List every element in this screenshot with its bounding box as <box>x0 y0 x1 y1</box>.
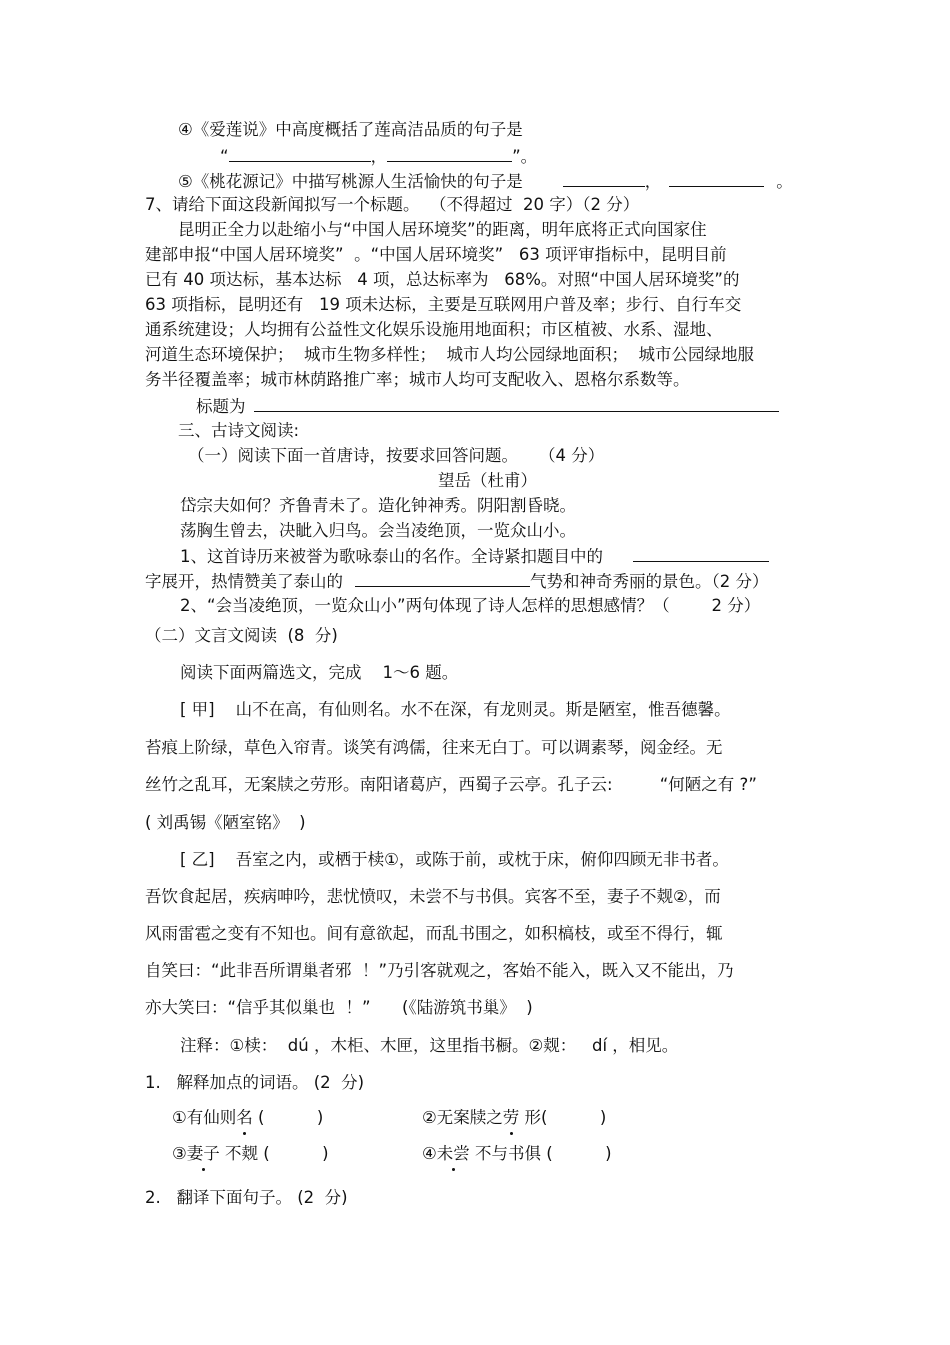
dotted-word: 妻子 <box>187 1142 220 1166</box>
question-1-item: ①有仙则名 ( ) <box>172 1106 323 1130</box>
q7-news-line: 务半径覆盖率；城市林荫路推广率；城市人均可支配收入、恩格尔系数等。 <box>145 370 690 389</box>
q6-item5: ⑤《桃花源记》中描写桃源人生活愉快的句子是 ， 。 <box>178 169 793 194</box>
title-answer-blank[interactable] <box>254 394 779 412</box>
text-jia-line: [ 甲] 山不在高，有仙则名。水不在深，有龙则灵。斯是陋室，惟吾德馨。 <box>180 700 731 719</box>
dotted-word: 劳 <box>503 1106 520 1130</box>
q7-prompt: 7、请给下面这段新闻拟写一个标题。 （不得超过 20 字）（2 分） <box>145 195 640 214</box>
text-jia-line: 苔痕上阶绿，草色入帘青。谈笑有鸿儒，往来无白丁。可以调素琴，阅金经。无 <box>145 738 723 757</box>
question-1-heading: 1. 解释加点的词语。 (2 分) <box>145 1073 365 1092</box>
question-1-item: ④未尝 不与书俱 ( ) <box>422 1142 612 1166</box>
question-1-item: ③妻子 不觌 ( ) <box>172 1142 329 1166</box>
annotation-note: 注释：①椟： dú ，木柜、木匣，这里指书橱。②觌： dí ，相见。 <box>180 1036 679 1055</box>
text-yi-line: 吾饮食起居，疾病呻吟，悲忧愤叹，未尝不与书俱。宾客不至，妻子不觌②，而 <box>145 887 721 906</box>
answer-blank[interactable] <box>355 569 530 587</box>
poem-title: 望岳（杜甫） <box>438 471 537 490</box>
question-2-heading: 2. 翻译下面句子。 (2 分) <box>145 1188 348 1207</box>
classical-instruction: 阅读下面两篇选文，完成 1～6 题。 <box>180 663 459 682</box>
answer-blank[interactable] <box>563 169 645 187</box>
q6-item4-answer-line: “ ， ”。 <box>220 144 537 169</box>
q7-news-line: 已有 40 项达标，基本达标 4 项，总达标率为 68%。对照“中国人居环境奖”的 <box>145 270 740 289</box>
text-yi-line: 风雨雷雹之变有不知也。间有意欲起，而乱书围之，如积槁枝，或至不得行，辄 <box>145 924 723 943</box>
q7-news-line: 63 项指标，昆明还有 19 项未达标，主要是互联网用户普及率；步行、自行车交 <box>145 295 742 314</box>
poem-line: 岱宗夫如何？齐鲁青未了。造化钟神秀。阴阳割昏晓。 <box>180 496 576 515</box>
q7-news-line: 通系统建设；人均拥有公益性文化娱乐设施用地面积；市区植被、水系、湿地、 <box>145 320 723 339</box>
text-jia-source: ( 刘禹锡《陋室铭》 ) <box>145 813 306 832</box>
text-yi-line: [ 乙] 吾室之内，或栖于椟①，或陈于前，或枕于床，俯仰四顾无非书者。 <box>180 850 729 869</box>
answer-blank[interactable] <box>669 169 764 187</box>
q6-item4: ④《爱莲说》中高度概括了莲高洁品质的句子是 <box>178 120 523 139</box>
section3-heading: 三、古诗文阅读: <box>178 421 300 440</box>
poem-question-2: 2、“会当凌绝顶，一览众山小”两句体现了诗人怎样的思想感情？（ 2 分） <box>180 596 761 615</box>
poem-line: 荡胸生曾去，决眦入归鸟。会当凌绝顶，一览众山小。 <box>180 521 576 540</box>
text-yi-line: 亦大笑曰：“信乎其似巢也 ！” (《陆游筑书巢》 ) <box>145 998 533 1017</box>
poem-question-1: 1、这首诗历来被誉为歌咏泰山的名作。全诗紧扣题目中的 <box>180 544 769 569</box>
dotted-word: 未尝 <box>437 1142 470 1166</box>
dotted-word: 名 <box>236 1106 253 1130</box>
answer-blank[interactable] <box>229 144 371 162</box>
q7-news-line: 河道生态环境保护； 城市生物多样性； 城市人均公园绿地面积； 城市公园绿地服 <box>145 345 754 364</box>
answer-blank[interactable] <box>387 144 512 162</box>
text-yi-line: 自笑曰：“此非吾所谓巢者邪 ！”乃引客就观之，客始不能入，既入又不能出，乃 <box>145 961 734 980</box>
q7-news-line: 昆明正全力以赴缩小与“中国人居环境奖”的距离，明年底将正式向国家住 <box>178 220 707 239</box>
poem-question-1-cont: 字展开，热情赞美了泰山的 气势和神奇秀丽的景色。（2 分） <box>145 569 769 594</box>
poem-section-heading: （一）阅读下面一首唐诗，按要求回答问题。 （4 分） <box>188 446 605 465</box>
text-jia-line: 丝竹之乱耳，无案牍之劳形。南阳诸葛庐，西蜀子云亭。孔子云: “何陋之有 ?” <box>145 775 757 794</box>
answer-blank[interactable] <box>633 544 769 562</box>
classical-section-heading: （二）文言文阅读 (8 分) <box>145 626 338 645</box>
q7-news-line: 建部申报“中国人居环境奖” 。“中国人居环境奖” 63 项评审指标中，昆明目前 <box>145 245 727 264</box>
q7-title-answer: 标题为 <box>196 394 779 419</box>
question-1-item: ②无案牍之劳 形( ) <box>422 1106 606 1130</box>
